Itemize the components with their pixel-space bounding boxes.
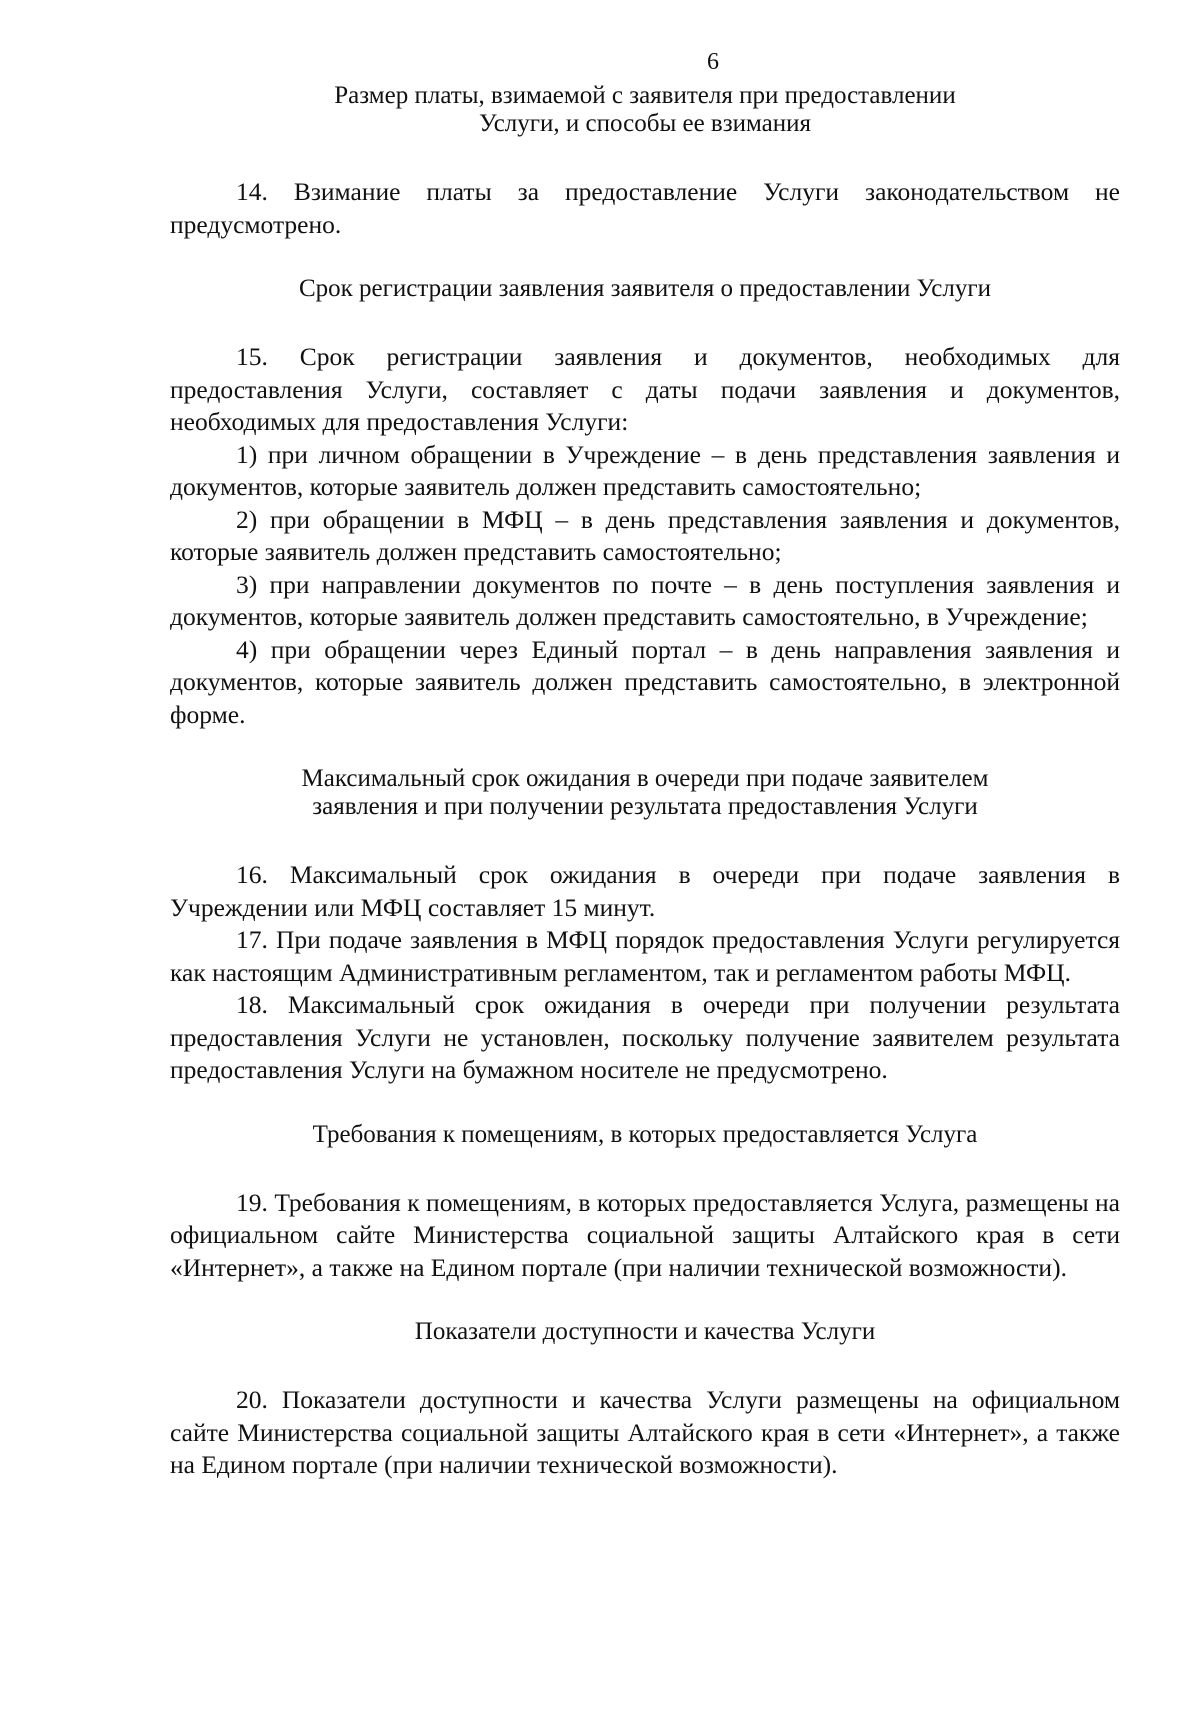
paragraph-15-item-4: 4) при обращении через Единый портал – в день направления заявления и документов, которые заявитель должен представить самостоятельно, в электронной форме.: [170, 634, 1120, 729]
section-heading-fee: [170, 82, 1120, 138]
section-heading-quality: [170, 1318, 1120, 1346]
paragraph-17: 17. При подаче заявления в МФЦ порядок предоставления Услуги регулируется как настоящим Административным регламентом, так и регламентом работы МФЦ.: [170, 925, 1120, 987]
paragraph-15-item-2: 2) при обращении в МФЦ – в день представления заявления и документов, которые заявитель должен представить самостоятельно;: [170, 504, 1120, 566]
section-heading-queue: [170, 765, 1120, 821]
heading-line: заявления и при получении результата предоставления Услуги: [312, 793, 978, 820]
page-number: 6: [707, 49, 719, 75]
heading-line: Максимальный срок ожидания в очереди при подаче заявителем: [301, 765, 989, 792]
paragraph-15-item-1: 1) при личном обращении в Учреждение – в день представления заявления и документов, которые заявитель должен представить самостоятельно;: [170, 439, 1120, 501]
paragraph-20: 20. Показатели доступности и качества Услуги размещены на официальном сайте Министерства социальной защиты Алтайского края в сети «Интернет», а также на Едином портале (при наличии технической возможности).: [170, 1385, 1120, 1479]
heading-line: Срок регистрации заявления заявителя о предоставлении Услуги: [298, 275, 992, 302]
paragraph-18: 18. Максимальный срок ожидания в очереди при получении результата предоставления Услуги не установлен, поскольку получение заявителем результата предоставления Услуги на бумажном носителе не предусмотрено.: [170, 990, 1120, 1084]
heading-line: Размер платы, взимаемой с заявителя при предоставлении: [334, 82, 956, 109]
paragraph-16: 16. Максимальный срок ожидания в очереди при подаче заявления в Учреждении или МФЦ составляет 15 минут.: [170, 860, 1120, 922]
paragraph-19: 19. Требования к помещениям, в которых предоставляется Услуга, размещены на официальном сайте Министерства социальной защиты Алтайского края в сети «Интернет», а также на Едином портале (при наличии технической возможности).: [170, 1187, 1120, 1282]
heading-line: Показатели доступности и качества Услуги: [414, 1318, 876, 1345]
paragraph-14: 14. Взимание платы за предоставление Услуги законодательством не предусмотрено.: [170, 177, 1120, 239]
paragraph-15-item-3: 3) при направлении документов по почте – в день поступления заявления и документов, которые заявитель должен представить самостоятельно, в Учреждение;: [170, 569, 1120, 631]
document-page: [170, 48, 1120, 1482]
section-heading-premises: [170, 1121, 1120, 1149]
paragraph-15: 15. Срок регистрации заявления и документов, необходимых для предоставления Услуги, составляет с даты подачи заявления и документов, необходимых для предоставления Услуги:: [170, 342, 1120, 436]
section-heading-registration: [170, 275, 1120, 303]
heading-line: Требования к помещениям, в которых предоставляется Услуга: [312, 1120, 978, 1148]
heading-line: Услуги, и способы ее взимания: [479, 110, 811, 137]
